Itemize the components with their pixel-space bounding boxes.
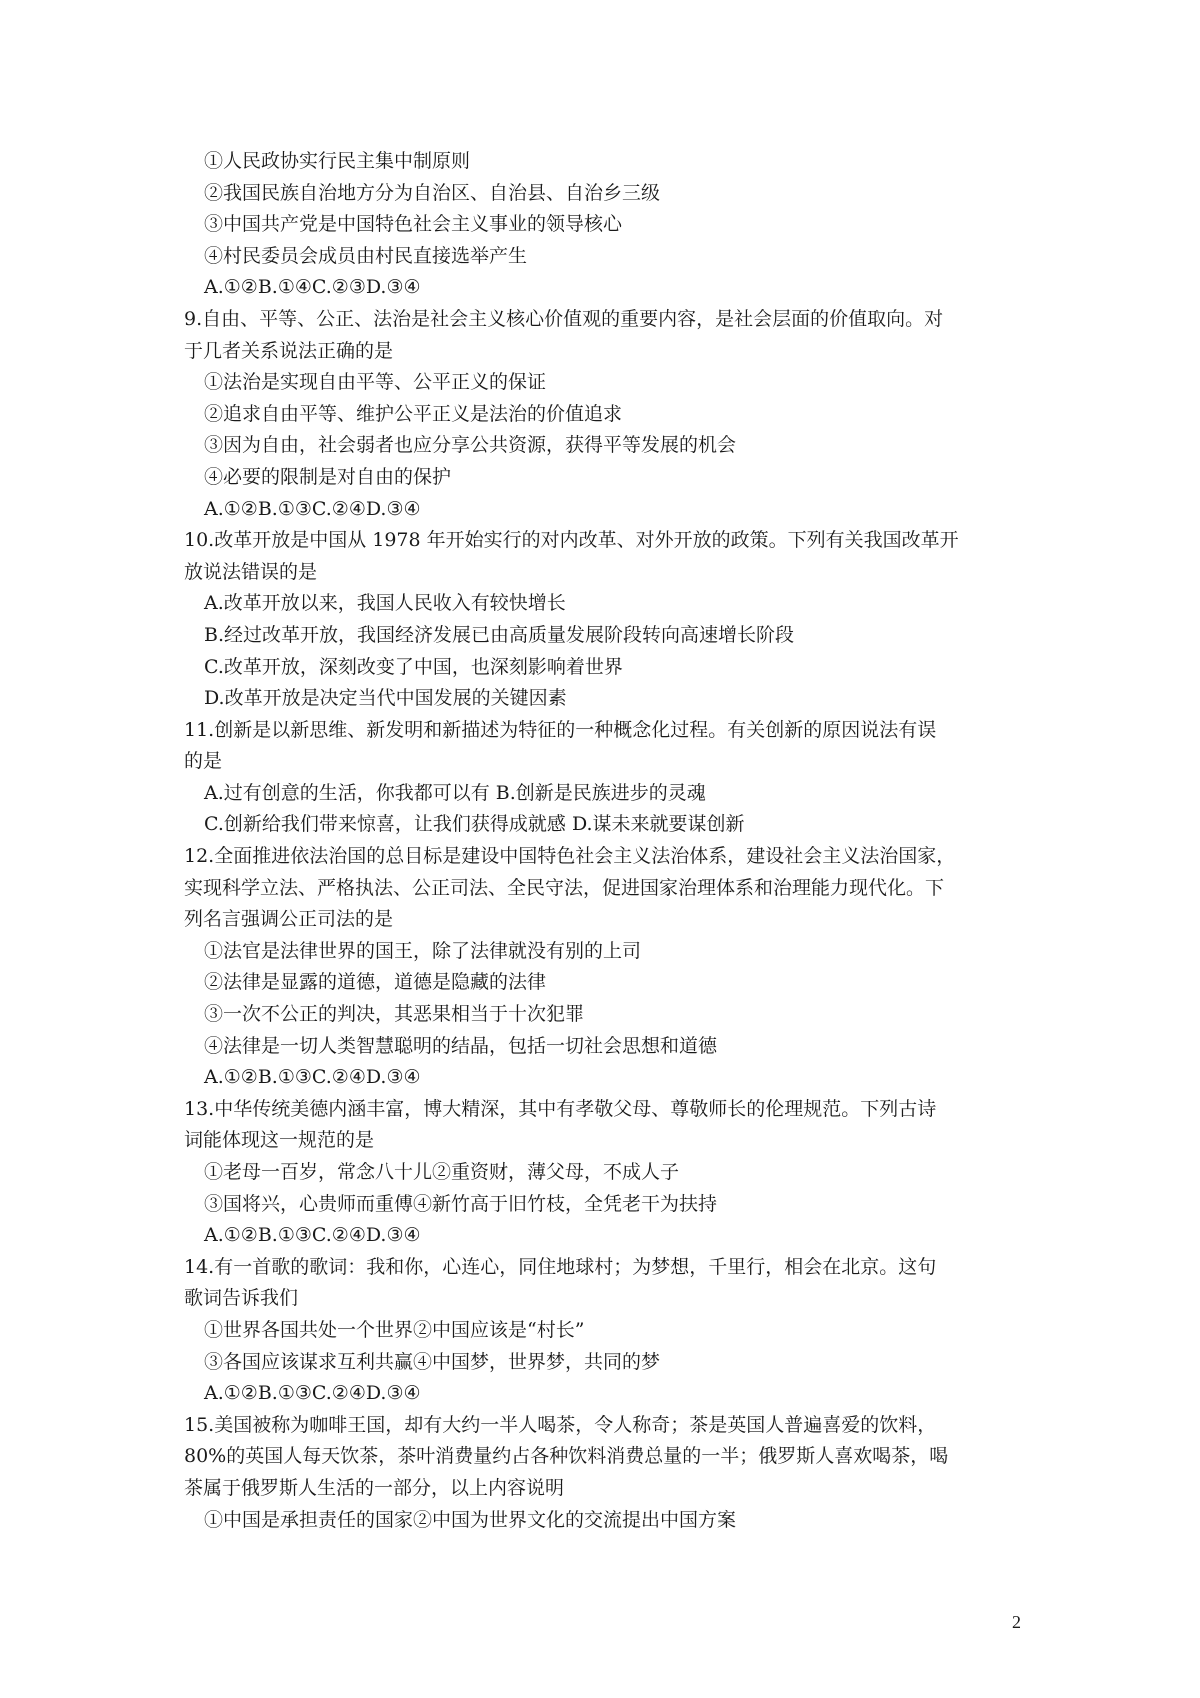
text-line: 11.创新是以新思维、新发明和新描述为特征的一种概念化过程。有关创新的原因说法有误 — [184, 718, 937, 741]
text-line: ④必要的限制是对自由的保护 — [204, 465, 452, 488]
text-line: ①世界各国共处一个世界②中国应该是“村长” — [204, 1318, 585, 1341]
text-line: 80%的英国人每天饮茶，茶叶消费量约占各种饮料消费总量的一半；俄罗斯人喜欢喝茶，喝 — [184, 1445, 949, 1468]
text-line: 10.改革开放是中国从 1978 年开始实行的对内改革、对外开放的政策。下列有关我国改革开 — [184, 529, 959, 552]
text-line: 12.全面推进依法治国的总目标是建设中国特色社会主义法治体系，建设社会主义法治国家， — [184, 845, 956, 868]
text-line: 茶属于俄罗斯人生活的一部分，以上内容说明 — [184, 1476, 565, 1499]
text-line: A.改革开放以来，我国人民收入有较快增长 — [204, 592, 566, 615]
text-line: ①老母一百岁，常念八十儿②重资财，薄父母，不成人子 — [204, 1161, 680, 1183]
text-line: 9.自由、平等、公正、法治是社会主义核心价值观的重要内容，是社会层面的价值取向。对 — [184, 307, 944, 330]
text-line: 14.有一首歌的歌词：我和你，心连心，同住地球村；为梦想，千里行，相会在北京。这句 — [184, 1255, 937, 1278]
text-line: A.①②B.①③C.②④D.③④ — [204, 497, 421, 520]
text-line: ①法治是实现自由平等、公平正义的保证 — [204, 371, 547, 394]
text-line: 列名言强调公正司法的是 — [184, 908, 394, 931]
text-line: A.①②B.①③C.②④D.③④ — [204, 1224, 421, 1247]
text-line: 歌词告诉我们 — [184, 1287, 299, 1310]
text-line: ④村民委员会成员由村民直接选举产生 — [204, 244, 528, 267]
text-line: 实现科学立法、严格执法、公正司法、全民守法，促进国家治理体系和治理能力现代化。下 — [184, 876, 945, 899]
text-line: D.改革开放是决定当代中国发展的关键因素 — [204, 687, 567, 710]
text-line: 放说法错误的是 — [184, 560, 318, 583]
text-line: A.①②B.①④C.②③D.③④ — [204, 276, 421, 299]
text-line: A.①②B.①③C.②④D.③④ — [204, 1066, 421, 1089]
text-line: ②法律是显露的道德，道德是隐藏的法律 — [204, 971, 547, 994]
text-line: ③各国应该谋求互利共赢④中国梦，世界梦，共同的梦 — [204, 1350, 661, 1373]
text-line: A.过有创意的生活，你我都可以有 B.创新是民族进步的灵魂 — [204, 781, 706, 804]
text-line: ③一次不公正的判决，其恶果相当于十次犯罪 — [204, 1003, 585, 1026]
text-line: 13.中华传统美德内涵丰富，博大精深，其中有孝敬父母、尊敬师长的伦理规范。下列古诗 — [184, 1097, 937, 1120]
text-line: ③国将兴，心贵师而重傅④新竹高于旧竹枝，全凭老干为扶持 — [204, 1192, 718, 1215]
text-line: ③因为自由，社会弱者也应分享公共资源，获得平等发展的机会 — [204, 434, 737, 457]
text-line: ④法律是一切人类智慧聪明的结晶，包括一切社会思想和道德 — [204, 1034, 718, 1057]
text-line: 于几者关系说法正确的是 — [184, 339, 394, 362]
text-line: ①法官是法律世界的国王，除了法律就没有别的上司 — [204, 939, 642, 962]
text-line: ①中国是承担责任的国家②中国为世界文化的交流提出中国方案 — [204, 1508, 737, 1531]
text-line: ②追求自由平等、维护公平正义是法治的价值追求 — [204, 402, 623, 425]
text-line: B.经过改革开放，我国经济发展已由高质量发展阶段转向高速增长阶段 — [204, 623, 795, 646]
text-line: 的是 — [184, 750, 223, 773]
text-line: ①人民政协实行民主集中制原则 — [204, 150, 471, 172]
text-line: 词能体现这一规范的是 — [184, 1129, 375, 1152]
text-line: A.①②B.①③C.②④D.③④ — [204, 1382, 421, 1405]
text-line: ②我国民族自治地方分为自治区、自治县、自治乡三级 — [204, 181, 661, 204]
text-line: C.改革开放，深刻改变了中国，也深刻影响着世界 — [204, 655, 623, 678]
page-body — [184, 146, 1044, 1536]
text-line: ③中国共产党是中国特色社会主义事业的领导核心 — [204, 213, 623, 236]
text-line: 15.美国被称为咖啡王国，却有大约一半人喝茶，令人称奇；茶是英国人普遍喜爱的饮料， — [184, 1413, 937, 1436]
text-line: C.创新给我们带来惊喜，让我们获得成就感 D.谋未来就要谋创新 — [204, 813, 745, 836]
page-number: 2 — [1012, 1612, 1021, 1632]
